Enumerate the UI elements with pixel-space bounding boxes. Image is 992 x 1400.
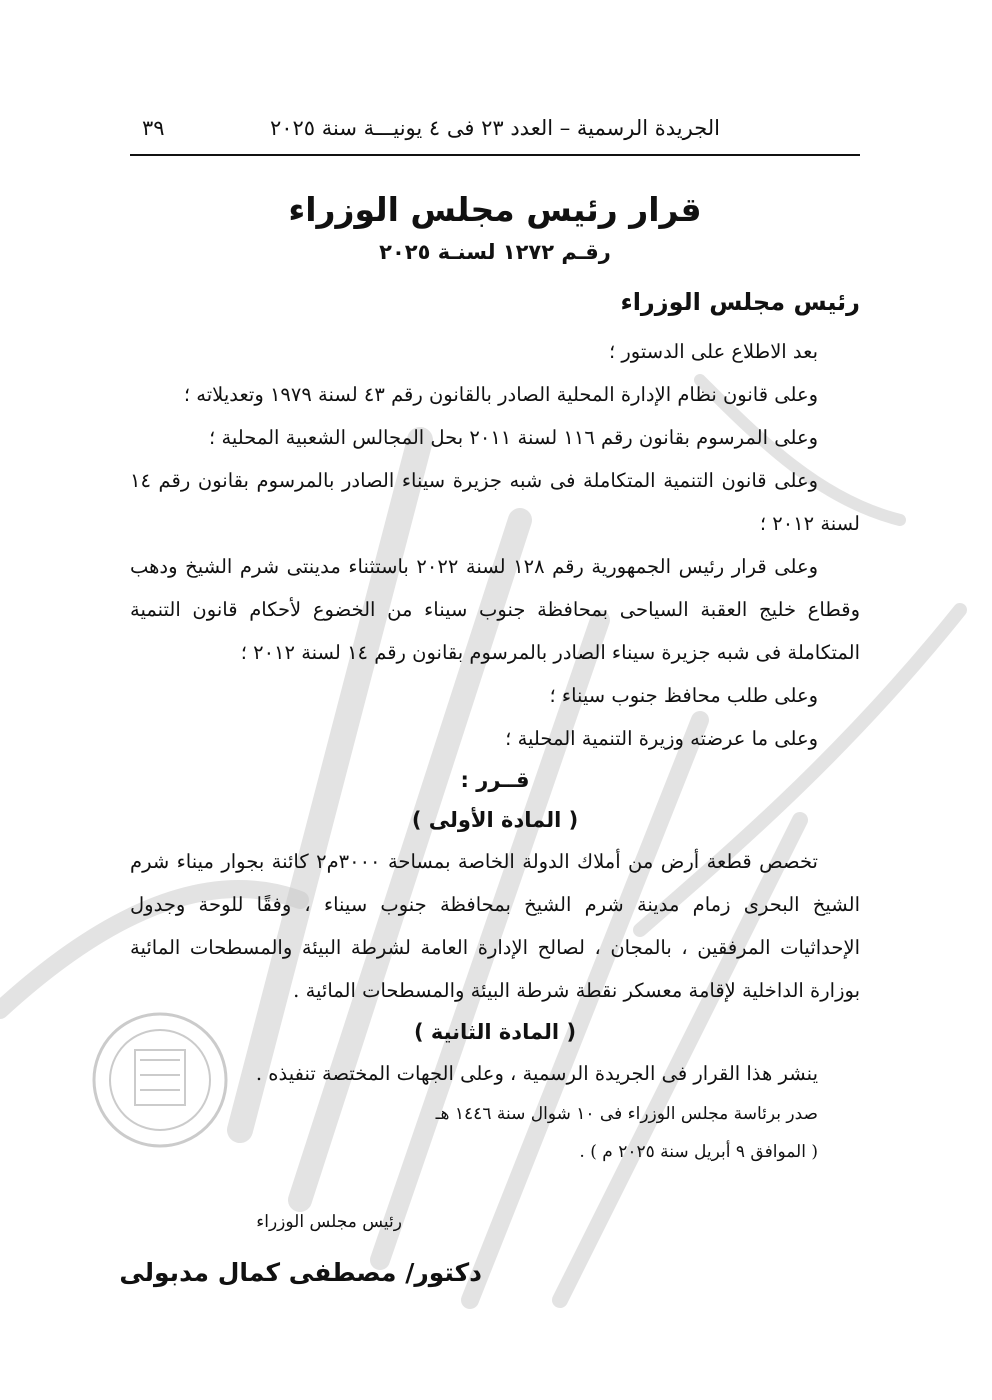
preamble-item: وعلى ما عرضته وزيرة التنمية المحلية ؛: [505, 727, 818, 750]
preamble-item: وعلى قرار رئيس الجمهورية رقم ١٢٨ لسنة ٢٠٢٢ باستثناء مدينتى شرم الشيخ ودهب وقطاع خليج العقبة السياحى بمحافظة جنوب سيناء من الخضوع لأحكام قانون التنمية المتكاملة فى شبه جزيرة سيناء الصادر بالمرسوم بقانون رقم ١٤ لسنة ٢٠١٢ ؛: [130, 555, 860, 664]
decree-body: [130, 330, 860, 1171]
article-1-text: تخصص قطعة أرض من أملاك الدولة الخاصة بمساحة ٣٠٠٠م٢ كائنة بجوار ميناء شرم الشيخ البحرى زمام مدينة شرم الشيخ بمحافظة جنوب سيناء ، وفقًا للوحة وجدول الإحداثيات المرفقين ، بالمجان ، لصالح الإدارة العامة لشرطة البيئة والمسطحات المائية بوزارة الداخلية لإقامة معسكر نقطة شرطة البيئة والمسطحات المائية .: [130, 850, 860, 1002]
preamble-item: وعلى طلب محافظ جنوب سيناء ؛: [549, 684, 818, 707]
signatory-title: رئيس مجلس الوزراء: [256, 1212, 402, 1232]
preamble-item: وعلى قانون التنمية المتكاملة فى شبه جزيرة سيناء الصادر بالمرسوم بقانون رقم ١٤ لسنة ٢٠١٢ ؛: [130, 469, 860, 535]
page-header: [130, 110, 860, 156]
decree-title: قرار رئيس مجلس الوزراء: [288, 190, 702, 229]
decree-number: رقـم ١٢٧٢ لسنـة ٢٠٢٥: [379, 240, 611, 264]
issued-date-hijri: صدر برئاسة مجلس الوزراء فى ١٠ شوال سنة ١٤٤٦ هـ: [435, 1104, 818, 1124]
signatory-name: دكتور/ مصطفى كمال مدبولى: [119, 1258, 482, 1287]
issued-date-gregorian: ( الموافق ٩ أبريل سنة ٢٠٢٥ م ) .: [579, 1142, 818, 1162]
article-2-text: ينشر هذا القرار فى الجريدة الرسمية ، وعلى الجهات المختصة تنفيذه .: [255, 1062, 818, 1085]
page-number: ٣٩: [142, 116, 165, 140]
decided-label: قــرر :: [460, 768, 530, 792]
preamble-item: وعلى المرسوم بقانون رقم ١١٦ لسنة ٢٠١١ بحل المجالس الشعبية المحلية ؛: [209, 426, 818, 449]
article-1-heading: ( المادة الأولى ): [411, 808, 579, 832]
article-2-heading: ( المادة الثانية ): [413, 1020, 577, 1044]
issuer-heading: رئيس مجلس الوزراء: [620, 288, 860, 316]
preamble-item: بعد الاطلاع على الدستور ؛: [608, 340, 818, 363]
header-title: الجريدة الرسمية – العدد ٢٣ فى ٤ يونيـــة سنة ٢٠٢٥: [269, 116, 720, 140]
preamble-item: وعلى قانون نظام الإدارة المحلية الصادر بالقانون رقم ٤٣ لسنة ١٩٧٩ وتعديلاته ؛: [183, 383, 818, 406]
